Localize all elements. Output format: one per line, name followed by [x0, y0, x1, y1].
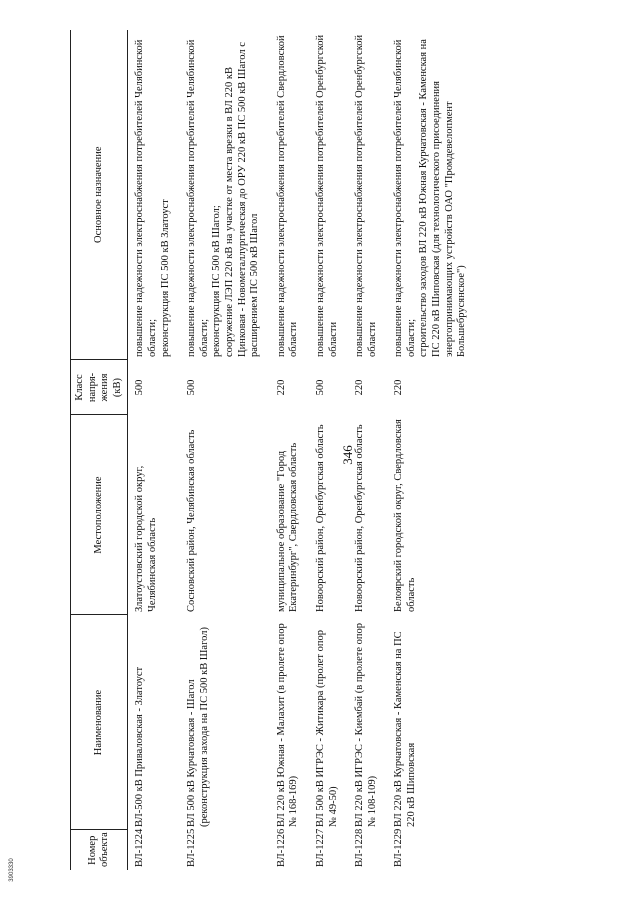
purpose-line: реконструкция ПС 500 кВ Шагол;: [211, 205, 223, 357]
object-id: ВЛ-1225: [186, 828, 198, 867]
column-header-name: Наименование: [71, 615, 128, 830]
object-location: Белоярский городской округ, Свердловская область: [393, 419, 417, 612]
table-row: [348, 30, 387, 870]
table-header: [71, 30, 128, 870]
object-location: Новоорский район, Оренбургская область: [354, 424, 366, 612]
object-location: Сосновский район, Челябинская область: [186, 429, 198, 612]
object-voltage: 500: [186, 379, 198, 396]
object-id: ВЛ-1226: [275, 828, 287, 867]
object-voltage: 220: [393, 379, 405, 396]
rotated-table-container: [70, 30, 610, 870]
table-body: [128, 30, 477, 870]
purpose-line: повышение надежности электроснабжения потребителей Челябинской области;: [186, 39, 210, 357]
object-purpose: [128, 30, 180, 360]
object-voltage: 220: [354, 379, 366, 396]
table-row: [180, 30, 270, 870]
object-voltage: 500: [134, 379, 146, 396]
purpose-line: повышение надежности электроснабжения потребителей Оренбургской области: [314, 34, 339, 357]
column-header-location: Местоположение: [71, 415, 128, 615]
object-name: ВЛ 500 кВ Курчатовская - Шагол (реконструкция захода на ПС 500 кВ Шагол): [186, 627, 210, 827]
object-id: ВЛ-1227: [314, 828, 326, 867]
page-number: 346: [340, 445, 355, 465]
object-id: ВЛ-1229: [393, 828, 405, 867]
object-id: ВЛ-1224: [134, 828, 146, 867]
object-voltage: 500: [314, 379, 326, 396]
table-row: [309, 30, 348, 870]
table-row: [387, 30, 477, 870]
object-name: ВЛ 500 кВ ИГРЭС - Житикара (пролет опор № 49-50): [314, 630, 339, 827]
table-row: [270, 30, 309, 870]
object-location: муниципальное образование "Город Екатеринбург", Свердловская область: [275, 442, 300, 612]
object-purpose: [348, 30, 387, 360]
column-header-id: Номер объекта: [71, 830, 128, 870]
object-purpose: [270, 30, 309, 360]
object-id: ВЛ-1228: [354, 828, 366, 867]
object-location: Новоорский район, Оренбургская область: [314, 424, 326, 612]
object-purpose: [387, 30, 477, 360]
object-name: ВЛ-500 кВ Приваловская - Златоуст: [134, 666, 146, 827]
purpose-line: повышение надежности электроснабжения потребителей Свердловской области: [275, 35, 300, 357]
document-code: 3903330: [9, 858, 15, 882]
purpose-line: повышение надежности электроснабжения потребителей Челябинской области;: [134, 39, 158, 357]
object-purpose: [180, 30, 270, 360]
object-name: ВЛ 220 кВ Курчатовская - Каменская на ПС 220 кВ Шиповская: [393, 631, 417, 827]
column-header-purpose: Основное назначение: [71, 30, 128, 360]
object-voltage: 220: [275, 379, 287, 396]
object-name: ВЛ 220 кВ ИГРЭС - Киембай (в пролете опор № 108-109): [354, 622, 378, 827]
purpose-line: сооружение ЛЭП 220 кВ на участке от места врезки в ВЛ 220 кВ Цинковая - Новометаллургическая до ОРУ 220 кВ ПС 500 кВ Шагол с расширением ПС 500 кВ Шагол: [223, 42, 261, 357]
objects-table: [70, 30, 477, 870]
purpose-line: строительство заходов ВЛ 220 кВ Южная Курчатовская - Каменская на ПС 220 кВ Шиповская (для технологического присоединения энергопринимающих устройств ОАО "Промдевелопмент Большебрусянское"): [418, 39, 468, 357]
table-row: [128, 30, 180, 870]
purpose-line: реконструкция ПС 500 кВ Златоуст: [159, 199, 171, 357]
object-purpose: [309, 30, 348, 360]
purpose-line: повышение надежности электроснабжения потребителей Челябинской области;: [393, 39, 417, 357]
purpose-line: повышение надежности электроснабжения потребителей Оренбургской области: [354, 34, 378, 357]
object-name: ВЛ 220 кВ Южная - Малахит (в пролете опор № 168-169): [275, 623, 300, 827]
object-location: Златоустовский городской округ, Челябинская область: [134, 465, 158, 612]
column-header-voltage: Класс напря-жения (кВ): [71, 360, 128, 415]
